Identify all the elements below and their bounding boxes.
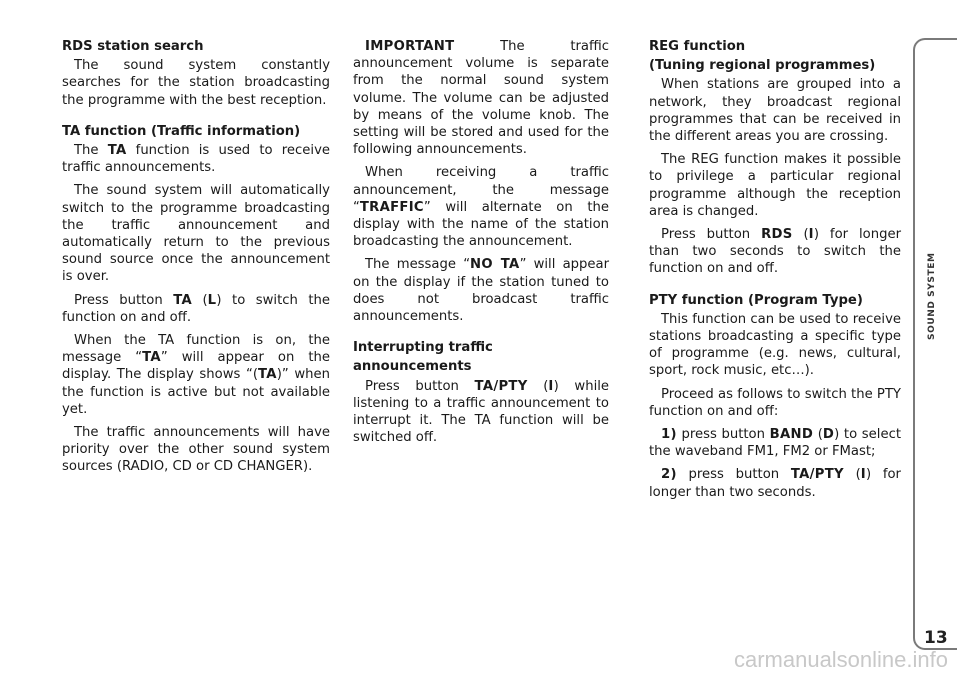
pty-heading: PTY function (Program Type) [649,292,863,308]
pty-paragraph-1: This function can be used to receive stations broadcasting a specific type of programme (e.g. news, cultural, sport, rock music, etc…). [649,311,901,379]
pty-step-1: 1) press button BAND (D) to select the waveband FM1, FM2 or FMast; [649,427,901,460]
ta-paragraph-1: The TA function is used to receive traffic announcements. [62,143,330,176]
reg-paragraph-2: The REG function makes it possible to privilege a particular regional programme although the reception area is changed. [649,152,901,219]
section-tab [913,38,957,650]
rds-heading: RDS station search [62,39,204,54]
reg-paragraph-1: When stations are grouped into a network, they broadcast regional programmes that can be received in the different areas you are crossing. [649,77,901,145]
interrupt-heading-line-2: announcements [353,359,472,375]
pty-step-2: 2) press button TA/PTY (I) for longer than two seconds. [649,467,901,500]
pty-paragraph-2: Proceed as follows to switch the PTY function on and off: [649,386,901,419]
reg-heading-line-1: REG function [649,39,746,54]
ta-paragraph-4: When the TA function is on, the message “TA” will appear on the display. The display shows “(TA)” when the function is active but not available yet. [62,333,331,417]
rds-text: The sound system constantly searches for the station broadcasting the programme with the best reception. [62,58,330,108]
reg-heading-line-2: (Tuning regional programmes) [649,58,876,74]
traffic-paragraph: When receiving a traffic announcement, the message “TRAFFIC” will alternate on the display with the name of the station broadcasting the announcement. [353,165,609,250]
column-left [62,38,330,482]
ta-heading: TA function (Traffic information) [62,123,301,139]
section-label: SOUND SYSTEM [927,252,937,340]
reg-paragraph-3: Press button RDS (I) for longer than two seconds to switch the function on and off. [649,227,901,277]
column-right [649,38,901,507]
ta-paragraph-2: The sound system will automatically switch to the programme broadcasting the traffic announcement and automatically return to the previous sound source once the announcement is over. [62,183,330,285]
page-number: 13 [924,628,948,648]
watermark: carmanualsonline.info [733,647,948,672]
no-ta-paragraph: The message “NO TA” will appear on the display if the station tuned to does not broadcast traffic announcements. [353,257,610,325]
ta-paragraph-3: Press button TA (L) to switch the function on and off. [62,292,331,325]
interrupt-heading-line-1: Interrupting traffic [353,340,493,356]
interrupt-paragraph: Press button TA/PTY (I) while listening to a traffic announcement to interrupt it. The TA function will be switched off. [353,378,610,446]
ta-paragraph-5: The traffic announcements will have priority over the other sound system sources (RADIO, CD or CD CHANGER). [62,425,330,475]
important-paragraph: IMPORTANT The traffic announcement volume is separate from the normal sound system volume. The volume can be adjusted by means of the volume knob. The setting will be stored and used for the following announcements. [353,39,609,158]
column-middle [353,38,609,452]
